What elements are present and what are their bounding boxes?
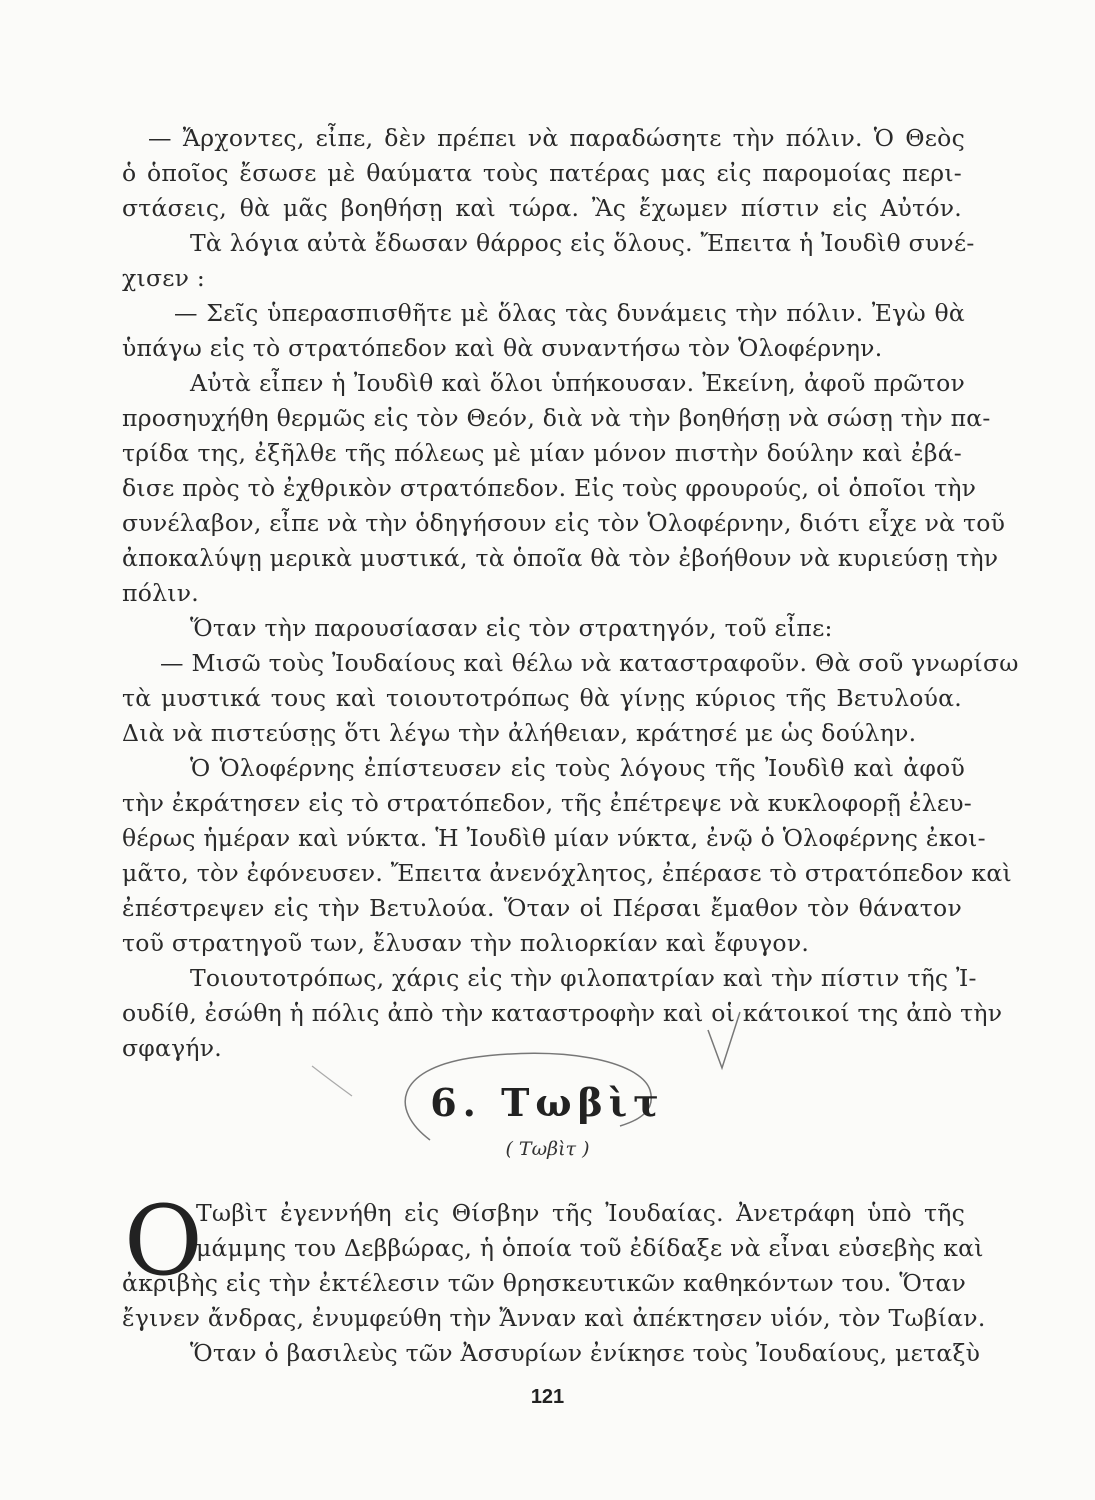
- text-line: χισεν :: [122, 264, 206, 292]
- text-line: — Ἄρχοντες, εἶπε, δὲν πρέπει νὰ παραδώσητε τὴν πόλιν. Ὁ Θεὸς: [148, 124, 965, 152]
- text-line: ἀποκαλύψῃ μερικὰ μυστικά, τὰ ὁποῖα θὰ τὸν ἐβοήθουν νὰ κυριεύσῃ τὴν: [122, 544, 999, 572]
- text-line: Ὅταν τὴν παρουσίασαν εἰς τὸν στρατηγόν, τοῦ εἶπε:: [190, 614, 833, 642]
- text-line: πόλιν.: [122, 579, 199, 607]
- text-line: ουδίθ, ἐσώθη ἡ πόλις ἀπὸ τὴν καταστροφὴν καὶ οἱ κάτοικοί της ἀπὸ τὴν: [122, 999, 1003, 1027]
- text-line: μᾶτο, τὸν ἐφόνευσεν. Ἔπειτα ἀνενόχλητος, ἐπέρασε τὸ στρατόπεδον καὶ: [122, 859, 1012, 887]
- section-title: 6. Τωβὶτ: [430, 1080, 665, 1125]
- text-line: σφαγήν.: [122, 1034, 222, 1062]
- text-line: στάσεις, θὰ μᾶς βοηθήσῃ καὶ τώρα. Ἂς ἔχωμεν πίστιν εἰς Αὐτόν.: [122, 194, 962, 222]
- text-line: Αὐτὰ εἶπεν ἡ Ἰουδὶθ καὶ ὅλοι ὑπήκουσαν. Ἐκείνη, ἀφοῦ πρῶτον: [190, 369, 965, 397]
- text-line: ὑπάγω εἰς τὸ στρατόπεδον καὶ θὰ συναντήσω τὸν Ὁλοφέρνην.: [122, 334, 883, 362]
- text-line: Τὰ λόγια αὐτὰ ἔδωσαν θάρρος εἰς ὅλους. Ἔπειτα ἡ Ἰουδὶθ συνέ-: [190, 229, 975, 257]
- page-number: 121: [530, 1386, 565, 1408]
- text-line: προσηυχήθη θερμῶς εἰς τὸν Θεόν, διὰ νὰ τὴν βοηθήσῃ νὰ σώσῃ τὴν πα-: [122, 404, 991, 432]
- pencil-check-mark: [708, 1012, 740, 1068]
- text-line: Ὅταν ὁ βασιλεὺς τῶν Ἀσσυρίων ἐνίκησε τοὺς Ἰουδαίους, μεταξὺ: [190, 1339, 981, 1367]
- text-line: μάμμης του Δεββώρας, ἡ ὁποία τοῦ ἐδίδαξε νὰ εἶναι εὐσεβὴς καὶ: [196, 1234, 984, 1262]
- text-line: — Μισῶ τοὺς Ἰουδαίους καὶ θέλω νὰ καταστραφοῦν. Θὰ σοῦ γνωρίσω: [160, 649, 1019, 677]
- text-line: ἀκριβὴς εἰς τὴν ἐκτέλεσιν τῶν θρησκευτικῶν καθηκόντων του. Ὅταν: [122, 1269, 967, 1297]
- text-line: θέρως ἡμέραν καὶ νύκτα. Ἡ Ἰουδὶθ μίαν νύκτα, ἐνῷ ὁ Ὁλοφέρνης ἐκοι-: [122, 824, 986, 852]
- text-line: τὰ μυστικά τους καὶ τοιουτοτρόπως θὰ γίνῃς κύριος τῆς Βετυλούα.: [122, 684, 962, 712]
- text-line: ἐπέστρεψεν εἰς τὴν Βετυλούα. Ὅταν οἱ Πέρσαι ἔμαθον τὸν θάνατον: [122, 894, 962, 922]
- text-line: Τωβὶτ ἐγεννήθη εἰς Θίσβην τῆς Ἰουδαίας. Ἀνετράφη ὑπὸ τῆς: [196, 1199, 965, 1227]
- text-line: ὁ ὁποῖος ἔσωσε μὲ θαύματα τοὺς πατέρας μας εἰς παρομοίας περι-: [122, 159, 962, 187]
- text-line: τρίδα της, ἐξῆλθε τῆς πόλεως μὲ μίαν μόνον πιστὴν δούλην καὶ ἐβά-: [122, 439, 962, 467]
- text-line: Τοιουτοτρόπως, χάρις εἰς τὴν φιλοπατρίαν καὶ τὴν πίστιν τῆς Ἰ-: [190, 964, 977, 992]
- text-line: τὴν ἐκράτησεν εἰς τὸ στρατόπεδον, τῆς ἐπέτρεψε νὰ κυκλοφορῇ ἐλευ-: [122, 789, 972, 817]
- text-line: Διὰ νὰ πιστεύσῃς ὅτι λέγω τὴν ἀλήθειαν, κράτησέ με ὡς δούλην.: [122, 719, 917, 747]
- text-line: — Σεῖς ὑπερασπισθῆτε μὲ ὅλας τὰς δυνάμεις τὴν πόλιν. Ἐγὼ θὰ: [174, 299, 965, 327]
- drop-cap: Ο: [124, 1185, 203, 1297]
- text-line: τοῦ στρατηγοῦ των, ἔλυσαν τὴν πολιορκίαν καὶ ἔφυγον.: [122, 929, 810, 957]
- text-line: ἔγινεν ἄνδρας, ἐνυμφεύθη τὴν Ἄνναν καὶ ἀπέκτησεν υἱόν, τὸν Τωβίαν.: [122, 1304, 986, 1332]
- section-subtitle: ( Τωβὶτ ): [505, 1138, 590, 1160]
- text-line: δισε πρὸς τὸ ἐχθρικὸν στρατόπεδον. Εἰς τοὺς φρουρούς, οἱ ὁποῖοι τὴν: [122, 474, 977, 502]
- text-line: Ὁ Ὁλοφέρνης ἐπίστευσεν εἰς τοὺς λόγους τῆς Ἰουδὶθ καὶ ἀφοῦ: [190, 754, 965, 782]
- text-line: συνέλαβον, εἶπε νὰ τὴν ὁδηγήσουν εἰς τὸν Ὁλοφέρνην, διότι εἶχε νὰ τοῦ: [122, 509, 1006, 537]
